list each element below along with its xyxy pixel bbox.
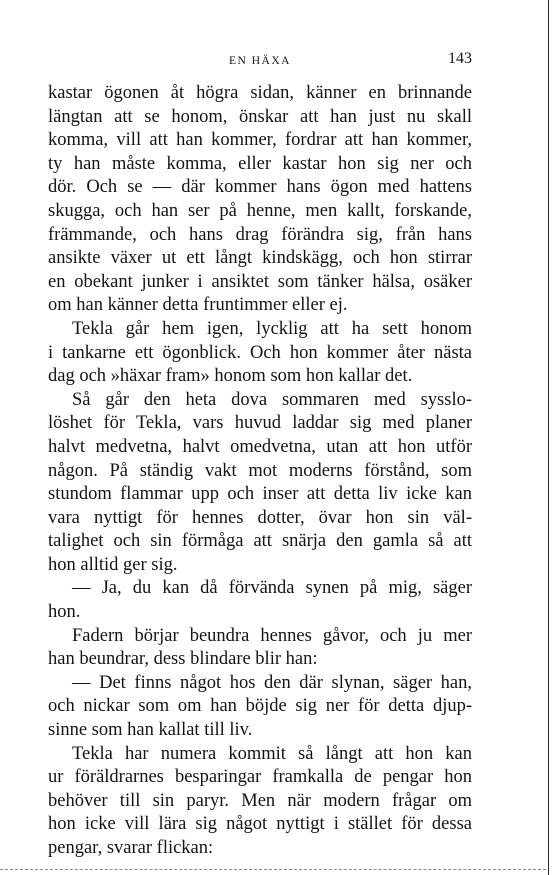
text-line: han beundrar, dess blindare blir han: — [48, 649, 318, 670]
text-line: en obekant junker i ansiktet som tänker hälsa, osäker — [48, 271, 472, 292]
text-line: stundom flammar upp och inser att detta liv icke kan — [48, 484, 472, 505]
text-line: Tekla går hem igen, lycklig att ha sett honom — [72, 318, 472, 339]
text-line: Tekla har numera kommit så långt att hon kan — [72, 743, 472, 764]
text-line: behöver till sin paryr. Men när modern frågar om — [48, 790, 472, 811]
text-line: om han känner detta fruntimmer eller ej. — [48, 295, 348, 316]
text-line: skugga, och han ser på henne, men kallt, forskande, — [48, 200, 472, 221]
running-header — [48, 50, 472, 70]
text-line: ty han måste komma, eller kastar hon sig ner och — [48, 153, 472, 174]
text-line: hon icke vill lära sig något nyttigt i stället för dessa — [48, 814, 472, 835]
text-line: komma, vill att han kommer, fordrar att han kommer, — [48, 130, 472, 151]
text-line: sinne som han kallat till liv. — [48, 720, 253, 741]
text-line: och nickar som om han böjde sig ner för detta djup- — [48, 696, 472, 717]
text-line: ur föräldrarnes besparingar framkalla de pengar hon — [48, 767, 472, 788]
text-line: pengar, svarar flickan: — [48, 838, 214, 858]
running-title: EN HÄXA — [229, 55, 291, 67]
text-line: dag och »häxar fram» honom som hon kallar det. — [48, 366, 413, 387]
text-line: någon. På ständig vakt mot moderns förstånd, som — [48, 460, 472, 481]
text-line: — Ja, du kan då förvända synen på mig, säger — [72, 578, 472, 599]
text-line: främmande, och hans drag förändra sig, från hans — [48, 224, 472, 245]
text-line: vara nyttigt för hennes dotter, övar hon sin väl- — [48, 507, 472, 528]
text-line: hon alltid ger sig. — [48, 554, 178, 575]
text-line: kastar ögonen åt högra sidan, känner en brinnande — [48, 83, 472, 103]
text-line: löshet för Tekla, vars huvud laddar sig med planer — [48, 413, 472, 434]
body-text — [48, 82, 472, 861]
text-line: ansikte växer ut ett långt kindskägg, och hon stirrar — [48, 248, 472, 269]
text-line: talighet och sin förmåga att snärja den gamla så att — [48, 531, 472, 552]
page-edge-line — [548, 0, 549, 875]
page-number: 143 — [448, 50, 472, 67]
text-line: dör. Och se — där kommer hans ögon med hattens — [48, 177, 472, 198]
page-bottom-edge — [0, 869, 546, 871]
text-line: halvt medvetna, halvt omedvetna, utan att hon utför — [48, 436, 472, 457]
text-line: Så går den heta dova sommaren med sysslo- — [72, 389, 472, 410]
text-line: hon. — [48, 602, 81, 623]
text-line: längtan att se honom, önskar att han just nu skall — [48, 106, 472, 127]
text-line: Fadern börjar beundra hennes gåvor, och ju mer — [72, 625, 472, 646]
text-line: i tankarne ett ögonblick. Och hon kommer åter nästa — [48, 342, 472, 363]
text-line: — Det finns något hos den där slynan, säger han, — [72, 672, 472, 693]
